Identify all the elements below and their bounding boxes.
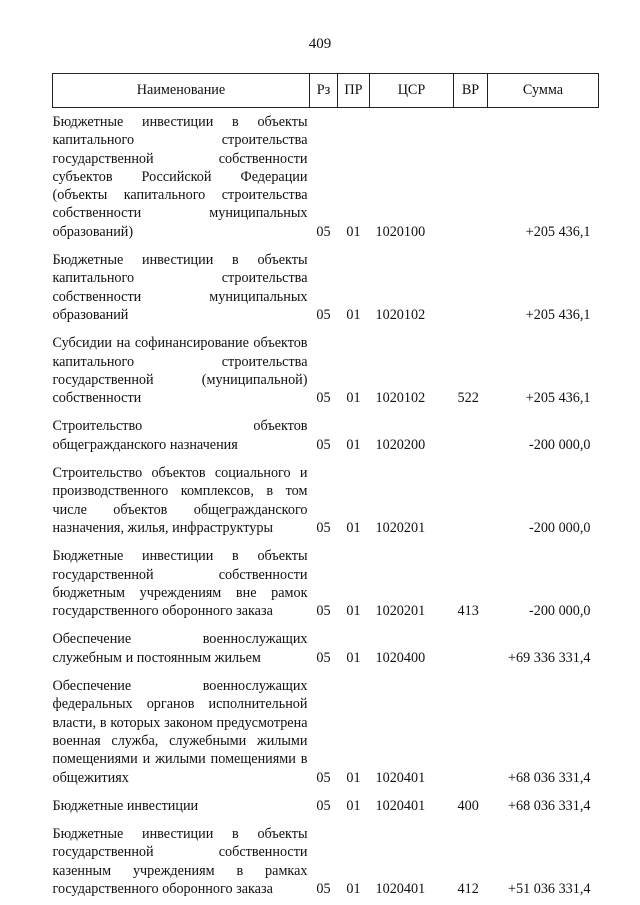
row-sum: +205 436,1 [525,223,591,240]
row-pr: 01 [346,769,361,786]
row-rz: 05 [316,880,331,897]
row-pr: 01 [346,880,361,897]
header-name: Наименование [53,74,310,108]
header-csr: ЦСР [370,74,454,108]
table-body [53,108,599,904]
row-vr: 413 [457,603,479,620]
row-name: Строительство объектов социального и производственного комплексов, в том числе объектов общегражданского назначения, жилья, инфраструктуры [52,465,308,536]
row-rz: 05 [316,390,331,407]
row-csr: 1020200 [375,436,426,453]
table-row [53,542,599,625]
row-sum: +205 436,1 [525,306,591,323]
row-csr: 1020102 [375,390,426,407]
table-row [53,459,599,542]
row-csr: 1020401 [375,797,426,814]
row-name: Субсидии на софинансирование объектов капитального строительства государственной (муниципальной) собственности [52,335,308,407]
row-name: Бюджетные инвестиции в объекты капитального строительства собственности муниципальных образований [52,252,308,323]
page-number: 409 [308,36,332,52]
row-vr: 522 [457,390,479,407]
row-csr: 1020201 [375,519,426,536]
row-sum: -200 000,0 [529,436,591,453]
header-pr: ПР [338,74,370,108]
row-name: Бюджетные инвестиции в объекты государственной собственности казенным учреждениям в рамках государственного оборонного заказа [52,826,308,897]
table-row [53,246,599,329]
row-vr [454,625,488,672]
row-sum: +69 336 331,4 [508,649,591,666]
row-sum: +205 436,1 [525,390,591,407]
row-rz: 05 [316,603,331,620]
row-pr: 01 [346,223,361,240]
table-row [53,108,599,247]
row-name: Бюджетные инвестиции [52,797,199,814]
row-rz: 05 [316,649,331,666]
row-rz: 05 [316,436,331,453]
row-name: Обеспечение военнослужащих служебным и постоянным жильем [52,631,308,666]
row-sum: -200 000,0 [529,603,591,620]
row-name: Строительство объектов общегражданского назначения [52,418,308,453]
table-row [53,672,599,792]
row-vr [454,108,488,247]
row-name: Бюджетные инвестиции в объекты капитального строительства государственной собственности субъектов Российской Федерации (объекты капитального строительства собственности муниципальных образований) [52,114,308,240]
row-pr: 01 [346,436,361,453]
row-rz: 05 [316,797,331,814]
row-csr: 1020401 [375,880,426,897]
row-vr: 412 [457,880,479,897]
header-sum: Сумма [488,74,599,108]
header-vr: ВР [454,74,488,108]
row-vr: 400 [457,797,479,814]
budget-table [52,73,599,903]
row-csr: 1020400 [375,649,426,666]
row-pr: 01 [346,306,361,323]
table-row [53,625,599,672]
row-rz: 05 [316,223,331,240]
row-vr [454,672,488,792]
table-row [53,412,599,459]
row-csr: 1020100 [375,223,426,240]
row-name: Обеспечение военнослужащих федеральных органов исполнительной власти, в которых законом предусмотрена военная служба, служебными жилыми помещениями и жилыми помещениями в общежитиях [52,678,308,786]
row-pr: 01 [346,649,361,666]
row-sum: +68 036 331,4 [508,797,591,814]
row-sum: +68 036 331,4 [508,769,591,786]
row-sum: +51 036 331,4 [508,880,591,897]
row-rz: 05 [316,769,331,786]
table-row [53,820,599,903]
row-csr: 1020401 [375,769,426,786]
row-vr [454,246,488,329]
row-rz: 05 [316,306,331,323]
table-header [53,74,599,108]
header-row [53,74,599,108]
table-row [53,792,599,820]
row-vr [454,459,488,542]
row-pr: 01 [346,797,361,814]
row-pr: 01 [346,390,361,407]
header-rz: Рз [310,74,338,108]
row-name: Бюджетные инвестиции в объекты государственной собственности бюджетным учреждениям вне рамок государственного оборонного заказа [52,548,308,620]
row-rz: 05 [316,519,331,536]
row-sum: -200 000,0 [529,519,591,536]
row-pr: 01 [346,603,361,620]
table-row [53,329,599,412]
row-vr [454,412,488,459]
row-csr: 1020102 [375,306,426,323]
row-pr: 01 [346,519,361,536]
row-csr: 1020201 [375,603,426,620]
